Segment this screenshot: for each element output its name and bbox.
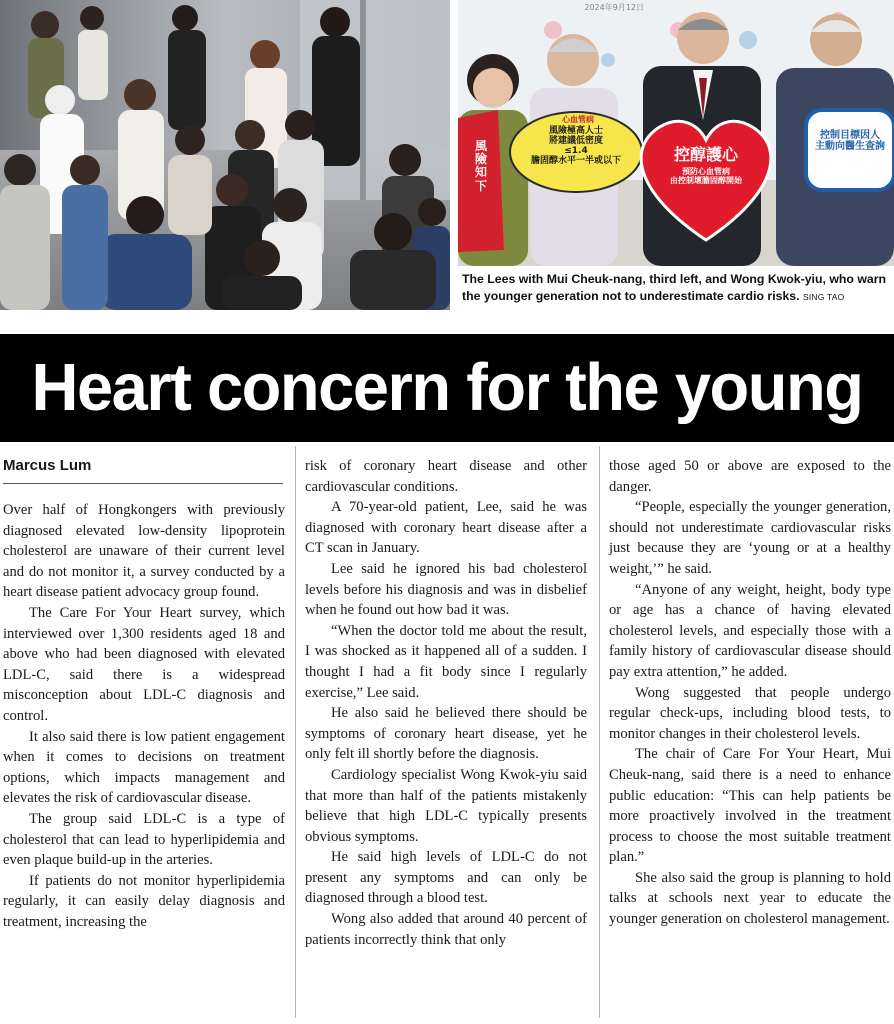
- paragraph: “Anyone of any weight, height, body type or age has a chance of having elevated cholesterol levels, and especially those with a family history of cardiovascular disease should pay extra attention,” he added.: [609, 581, 891, 680]
- paragraph: The Care For Your Heart survey, which interviewed over 1,300 residents aged 18 and above who had been diagnosed with elevated LDL-C, said there is a widespread misconception about LDL-C diagnosis and control.: [3, 604, 285, 724]
- photo-caption: [462, 271, 892, 306]
- article-column-1: [3, 500, 285, 932]
- paragraph: risk of coronary heart disease and other cardiovascular conditions.: [305, 458, 587, 495]
- paragraph: Over half of Hongkongers with previously diagnosed elevated low-density lipoprotein cholesterol are unaware of their current level and do not monitor it, a survey conducted by a heart disease patient advocacy group found.: [3, 502, 285, 601]
- byline-rule: [3, 483, 283, 484]
- paragraph: those aged 50 or above are exposed to the danger.: [609, 458, 891, 495]
- paragraph: “People, especially the younger generation, should not underestimate cardiovascular risks just because they are ‘young or at a healthy weight,’” he said.: [609, 499, 891, 577]
- crowd-illustration: [0, 0, 450, 310]
- paragraph: It also said there is low patient engagement when it comes to decisions on treatment options, which impacts management and elevates the risk of cardiovascular disease.: [3, 728, 285, 807]
- column-divider: [295, 446, 296, 1018]
- paragraph: “When the doctor told me about the result, I was shocked as it happened all of a sudden. I thought I had a fit body since I regularly exercise,” Lee said.: [305, 622, 587, 701]
- paragraph: The group said LDL-C is a type of cholesterol that can lead to hyperlipidemia and even plaque build-up in the arteries.: [3, 810, 285, 869]
- paragraph: A 70-year-old patient, Lee, said he was diagnosed with coronary heart disease after a CT scan in January.: [305, 499, 587, 557]
- sign-left-heading: 心血管病: [562, 115, 594, 124]
- sign-left-text: 風險極高人士 將建議低密度 ≤1.4 膽固醇水平一半或以下: [530, 126, 621, 166]
- paragraph: Cardiology specialist Wong Kwok-yiu said that more than half of the patients mistakenly believe that high LDL-C typically presents obvious symptoms.: [305, 766, 587, 845]
- column-divider: [599, 446, 600, 1018]
- photo-credit: SING TAO: [802, 292, 845, 302]
- paragraph: He also said he believed there should be symptoms of coronary heart disease, yet he only felt ill shortly before the diagnosis.: [305, 705, 587, 763]
- photo-date-stamp: 2024年9月12日: [584, 3, 644, 12]
- sign-right-text: 控制目標因人 主動向醫生查詢: [815, 130, 885, 152]
- paragraph: He said high levels of LDL-C do not present any symptoms and can only be diagnosed through a blood test.: [305, 849, 587, 907]
- article-column-3: [609, 456, 891, 930]
- paragraph: Wong suggested that people undergo regular check-ups, including blood tests, to monitor changes in their cholesterol levels.: [609, 684, 891, 742]
- byline: Marcus Lum: [3, 457, 92, 474]
- paragraph: Wong also added that around 40 percent of patients incorrectly think that only: [305, 911, 587, 948]
- sign-far-left-text: 風 險 知 下: [474, 139, 487, 193]
- sign-center-title: 控醇護心: [673, 145, 738, 164]
- paragraph: Lee said he ignored his bad cholesterol levels before his diagnosis and was in disbelief when he found out how bad it was.: [305, 560, 587, 619]
- sign-center-subtitle: 預防心血管病 由控制壞膽固醇開始: [670, 167, 742, 185]
- paragraph: She also said the group is planning to hold talks at schools next year to educate the younger generation on cholesterol management.: [609, 869, 891, 928]
- headline-banner: [0, 334, 894, 442]
- crowd-photo: [0, 0, 450, 310]
- paragraph: The chair of Care For Your Heart, Mui Cheuk-nang, said there is a need to enhance public education: “This can help patients be more proactively involved in the treatment process to choose the most suitable treatment plan.”: [609, 746, 891, 866]
- paragraph: If patients do not monitor hyperlipidemia regularly, it can easily delay diagnosis and treatment, increasing the: [3, 872, 285, 930]
- caption-text: The Lees with Mui Cheuk-nang, third left, and Wong Kwok-yiu, who warn the younger generation not to underestimate cardio risks.: [462, 272, 887, 303]
- press-event-photo: [458, 0, 894, 266]
- headline: Heart concern for the young: [31, 350, 863, 425]
- article-column-2: [305, 456, 587, 950]
